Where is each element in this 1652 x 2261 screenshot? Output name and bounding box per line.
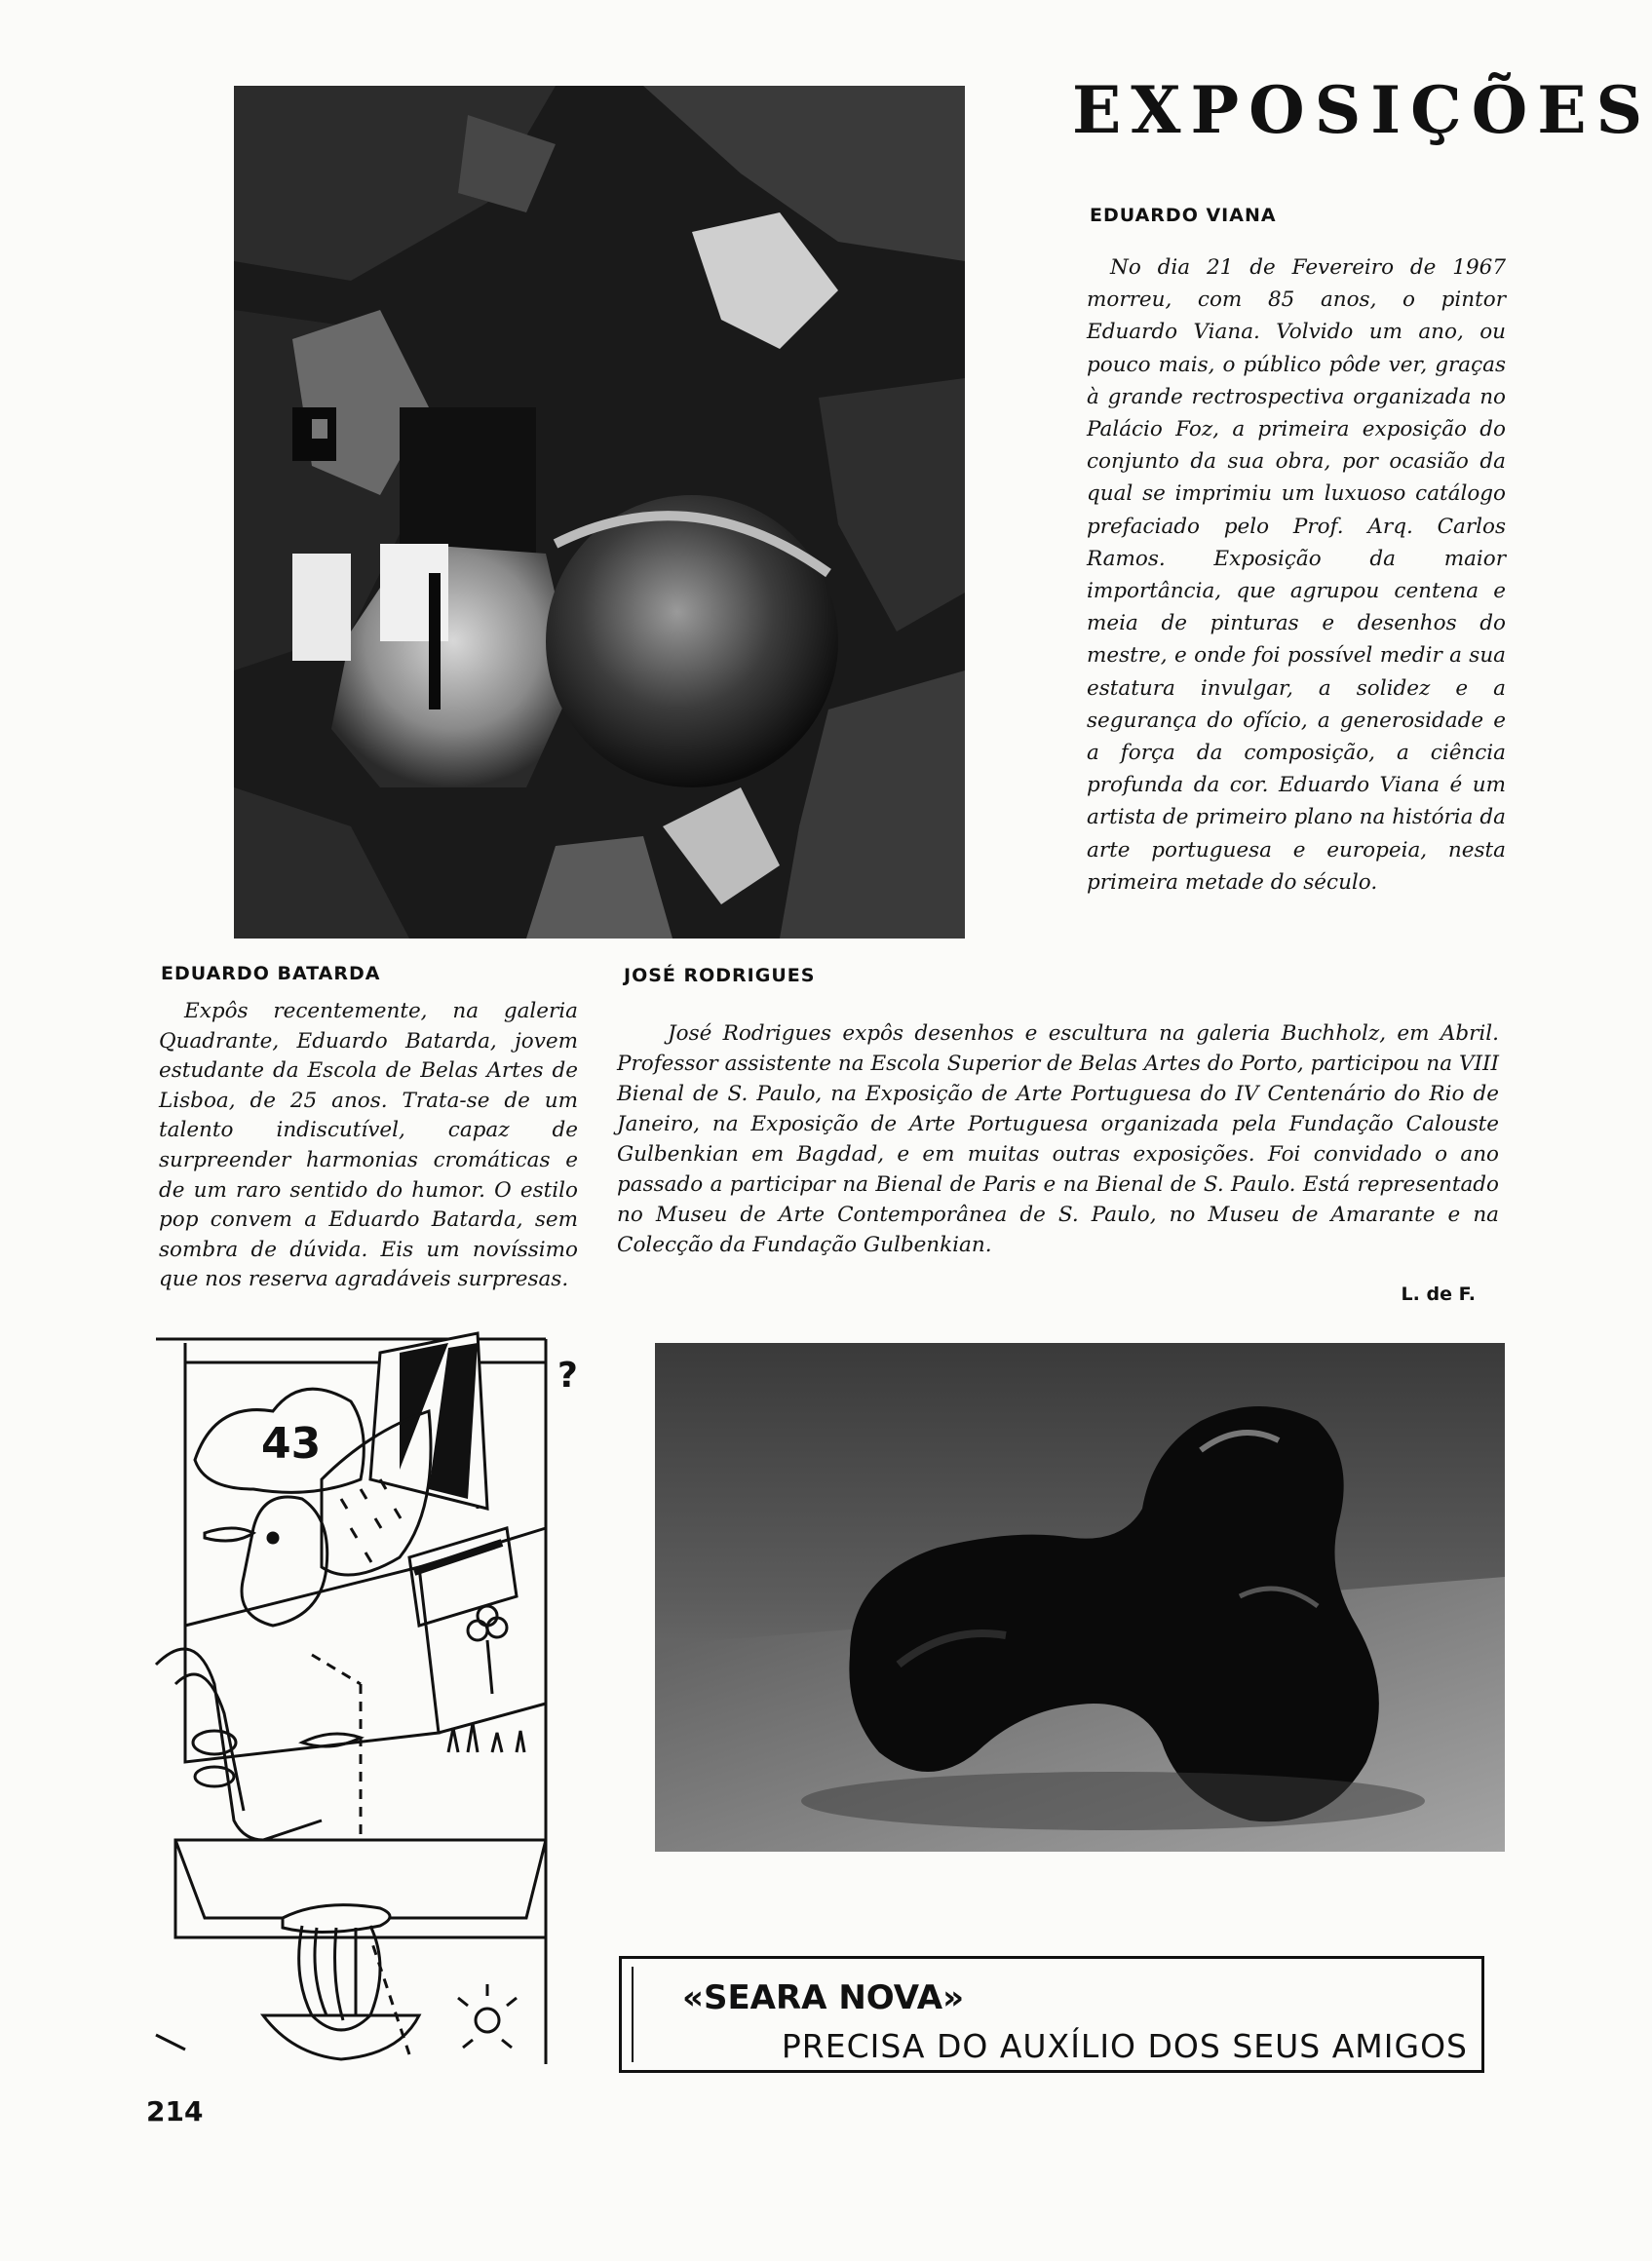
drawing-number: 43: [261, 1419, 322, 1469]
viana-article-text: No dia 21 de Fevereiro de 1967 morreu, com 85 anos, o pintor Eduardo Viana. Volvido um ano, ou pouco mais, o público pôde ver, graças à grande rectrospectiva organizada no Palácio Foz, a primeira exposição do conjunto da sua obra, por ocasião da qual se imprimiu um luxuoso catálogo prefaciado pelo Prof. Arq. Carlos Ramos. Exposição da maior importância, que agrupou centena e meia de pinturas e desenhos do mestre, e onde foi possível medir a sua estatura invulgar, a solidez e a segurança do ofício, a generosidade e a força da composição, a ciência profunda da cor. Eduardo Viana é um artista de primeiro plano na história da arte portuguesa e europeia, nesta primeira metade do século.: [1087, 255, 1506, 895]
advert-subtitle: PRECISA DO AUXÍLIO DOS SEUS AMIGOS: [781, 2027, 1468, 2065]
rodrigues-heading: JOSÉ RODRIGUES: [624, 965, 816, 986]
batarda-article-text: Expôs recentemente, na galeria Quadrante, Eduardo Batarda, jovem estudante da Escola de Belas Artes de Lisboa, de 25 anos. Trata-se de um talento indiscutível, capaz de surpreender harmonias cromáticas e de um raro sentido do humor. O estilo pop convem a Eduardo Batarda, sem sombra de dúvida. Eis um novíssimo que nos reserva agradáveis surpresas.: [159, 999, 578, 1292]
jose-rodrigues-sculpture-photo: [655, 1343, 1505, 1852]
drawing-question-mark: ?: [557, 1356, 578, 1396]
author-signature: L. de F.: [1401, 1284, 1476, 1305]
section-title: EXPOSIÇÕES: [1072, 72, 1652, 148]
eduardo-viana-painting: [234, 86, 965, 939]
page-number: 214: [146, 2095, 204, 2127]
rodrigues-article-text: José Rodrigues expôs desenhos e escultura na galeria Buchholz, em Abril. Professor assistente na Escola Superior de Belas Artes do Porto, participou na VIII Bienal de S. Paulo, na Exposição de Arte Portuguesa do IV Centenário do Rio de Janeiro, na Exposição de Arte Portuguesa organizada pela Fundação Calouste Gulbenkian em Bagdad, e em muitas outras exposições. Foi convidado o ano passado a participar na Bienal de Paris e na Bienal de S. Paulo. Está representado no Museu de Arte Contemporânea de S. Paulo, no Museu de Amarante e na Colecção da Fundação Gulbenkian.: [617, 1021, 1499, 1257]
seara-nova-advert: [619, 1956, 1484, 2073]
advert-title: «SEARA NOVA»: [682, 1978, 965, 2017]
viana-heading: EDUARDO VIANA: [1090, 205, 1277, 226]
eduardo-batarda-drawing: [156, 1333, 585, 2074]
batarda-heading: EDUARDO BATARDA: [161, 963, 381, 984]
